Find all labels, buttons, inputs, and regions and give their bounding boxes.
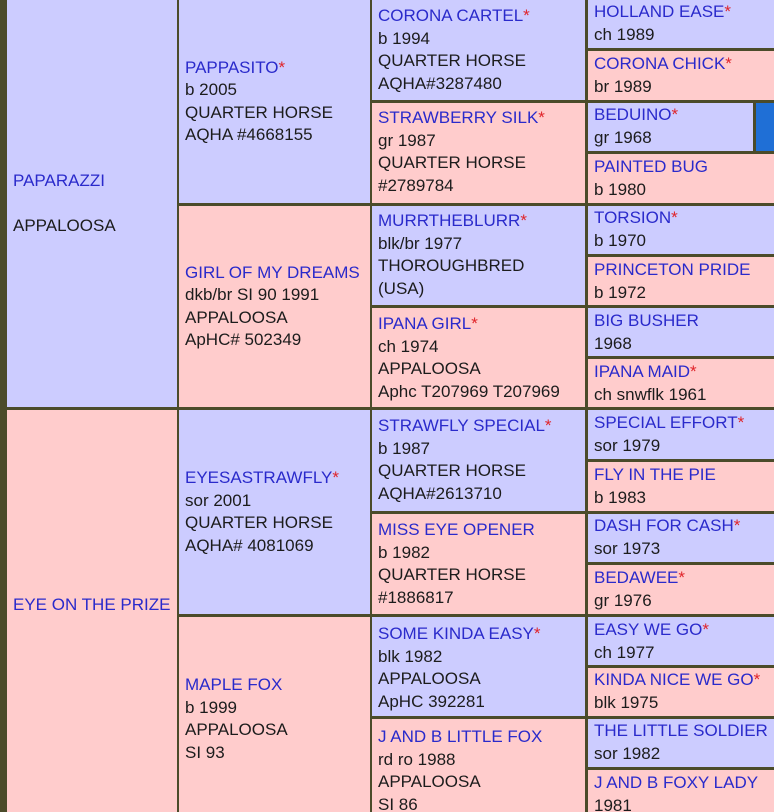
star-marker: * <box>332 468 339 487</box>
star-marker: * <box>753 670 761 689</box>
horse-color-year: b 1980 <box>594 179 646 199</box>
horse-color-year: br 1989 <box>594 76 652 96</box>
horse-link-corona-cartel[interactable] <box>378 5 579 28</box>
horse-cell-kinda-nice-we-go <box>588 668 774 716</box>
horse-cell-dash-for-cash <box>588 514 774 562</box>
horse-cell-strawberry-silk <box>372 103 585 203</box>
horse-registration: AQHA# 4081069 <box>185 535 314 555</box>
horse-link-easy-we-go[interactable] <box>594 619 768 642</box>
horse-cell-fly-in-the-pie <box>588 462 774 511</box>
horse-name: SOME KINDA EASY <box>378 624 534 643</box>
horse-link-fly-in-the-pie[interactable] <box>594 464 768 487</box>
horse-cell-holland-ease <box>588 0 774 48</box>
horse-name: PAPARAZZI <box>13 171 105 190</box>
horse-name: HOLLAND EASE <box>594 2 725 21</box>
horse-breed: QUARTER HORSE <box>378 461 526 480</box>
horse-name: IPANA GIRL <box>378 314 472 333</box>
horse-name: BIG BUSHER <box>594 311 699 330</box>
star-marker: * <box>471 314 478 333</box>
horse-name: PRINCETON PRIDE <box>594 260 751 279</box>
horse-link-eye-on-the-prize[interactable] <box>13 594 171 617</box>
horse-color-year: blk 1982 <box>378 646 443 666</box>
star-marker: * <box>671 208 678 227</box>
horse-link-strawfly-special[interactable] <box>378 415 579 438</box>
star-marker: * <box>538 108 545 127</box>
horse-color-year: b 1999 <box>185 697 237 717</box>
horse-link-girl-of-my-dreams[interactable] <box>185 262 364 285</box>
horse-breed: QUARTER HORSE <box>378 153 526 172</box>
horse-name: J AND B FOXY LADY <box>594 773 759 792</box>
horse-name: MISS EYE OPENER <box>378 520 535 539</box>
star-marker: * <box>733 516 741 535</box>
horse-cell-paparazzi <box>7 0 177 407</box>
horse-name: MAPLE FOX <box>185 675 283 694</box>
horse-link-princeton-pride[interactable] <box>594 259 768 282</box>
horse-link-beduino[interactable] <box>594 104 747 127</box>
horse-name: EASY WE GO <box>594 620 703 639</box>
horse-color-year: 1981 <box>594 795 632 812</box>
horse-link-j-and-b-little-fox[interactable] <box>378 726 579 749</box>
horse-cell-miss-eye-opener <box>372 514 585 614</box>
horse-name: KINDA NICE WE GO <box>594 670 754 689</box>
horse-breed: APPALOOSA <box>378 359 481 378</box>
horse-cell-pappasito <box>179 0 370 203</box>
horse-link-murrtheblurr[interactable] <box>378 210 579 233</box>
horse-name: FLY IN THE PIE <box>594 465 716 484</box>
horse-name: PAINTED BUG <box>594 157 708 176</box>
horse-breed: APPALOOSA <box>185 307 288 327</box>
horse-color-year: rd ro 1988 <box>378 749 456 769</box>
horse-color-year: sor 1982 <box>594 743 661 763</box>
horse-link-dash-for-cash[interactable] <box>594 515 768 538</box>
horse-color-year: b 2005 <box>185 80 237 99</box>
horse-cell-murrtheblurr <box>372 206 585 305</box>
horse-registration: AQHA#3287480 <box>378 73 502 93</box>
horse-color-year: sor 1973 <box>594 538 661 558</box>
horse-breed: APPALOOSA <box>185 720 288 739</box>
star-marker: * <box>737 413 745 432</box>
horse-breed: APPALOOSA <box>378 772 481 791</box>
horse-registration: #2789784 <box>378 175 454 195</box>
horse-cell-easy-we-go <box>588 617 774 665</box>
horse-breed: QUARTER HORSE <box>378 565 526 584</box>
horse-breed: QUARTER HORSE <box>185 513 333 532</box>
horse-cell-corona-chick <box>588 51 774 100</box>
horse-link-maple-fox[interactable] <box>185 674 364 697</box>
horse-link-corona-chick[interactable] <box>594 53 768 76</box>
horse-color-year: blk 1975 <box>594 692 659 712</box>
horse-cell-ipana-maid <box>588 359 774 407</box>
horse-name: STRAWFLY SPECIAL <box>378 416 545 435</box>
horse-cell-beduino <box>588 103 753 151</box>
horse-link-the-little-soldier[interactable] <box>594 720 768 743</box>
horse-registration: ApHC 392281 <box>378 691 485 711</box>
horse-color-year: dkb/br SI 90 1991 <box>185 285 320 304</box>
horse-link-painted-bug[interactable] <box>594 156 768 179</box>
horse-breed: APPALOOSA <box>378 669 481 688</box>
horse-color-year: b 1972 <box>594 282 646 302</box>
horse-link-some-kinda-easy[interactable] <box>378 623 579 646</box>
horse-cell-the-little-soldier <box>588 719 774 767</box>
horse-registration: ApHC# 502349 <box>185 330 302 349</box>
horse-color-year: b 1982 <box>378 542 430 562</box>
horse-color-year: sor 1979 <box>594 435 661 455</box>
horse-color-year: ch 1974 <box>378 336 439 356</box>
horse-registration: AQHA#2613710 <box>378 483 502 503</box>
horse-name: CORONA CHICK <box>594 54 726 73</box>
horse-link-holland-ease[interactable] <box>594 1 768 24</box>
horse-breed: QUARTER HORSE <box>185 102 333 122</box>
horse-cell-big-busher <box>588 308 774 356</box>
horse-registration: SI 93 <box>185 742 225 762</box>
horse-cell-some-kinda-easy <box>372 617 585 716</box>
star-marker: * <box>690 362 697 381</box>
horse-registration: Aphc T207969 T207969 <box>378 381 560 401</box>
horse-link-pappasito[interactable] <box>185 57 364 80</box>
horse-link-strawberry-silk[interactable] <box>378 107 579 130</box>
star-marker: * <box>702 620 709 639</box>
horse-cell-special-effort <box>588 410 774 459</box>
horse-color-year: sor 2001 <box>185 490 252 510</box>
horse-color-year: gr 1976 <box>594 590 652 610</box>
horse-cell-painted-bug <box>588 154 774 203</box>
horse-registration: AQHA #4668155 <box>185 125 313 144</box>
horse-cell-eyesastrawfly <box>179 410 370 614</box>
horse-cell-j-and-b-little-fox <box>372 719 585 812</box>
horse-link-miss-eye-opener[interactable] <box>378 519 579 542</box>
star-marker: * <box>544 416 552 435</box>
horse-name: MURRTHEBLURR <box>378 211 521 230</box>
horse-color-year: blk/br 1977 <box>378 233 463 253</box>
horse-name: EYESASTRAWFLY <box>185 468 333 487</box>
horse-name: BEDUINO <box>594 105 672 124</box>
horse-cell-torsion <box>588 206 774 254</box>
horse-cell-strawfly-special <box>372 410 585 511</box>
horse-link-paparazzi[interactable] <box>13 170 171 193</box>
horse-breed: QUARTER HORSE <box>378 51 526 70</box>
star-marker: * <box>523 6 530 25</box>
horse-link-ipana-maid[interactable] <box>594 361 768 384</box>
horse-color-year: ch 1977 <box>594 642 655 662</box>
horse-color-year: b 1987 <box>378 438 430 458</box>
horse-breed: THOROUGHBRED <box>378 256 525 275</box>
horse-color-year: b 1994 <box>378 28 430 48</box>
horse-name: J AND B LITTLE FOX <box>378 727 543 746</box>
horse-color-year: gr 1968 <box>594 127 652 147</box>
horse-link-kinda-nice-we-go[interactable] <box>594 669 768 692</box>
horse-link-big-busher[interactable] <box>594 310 768 333</box>
horse-cell-ipana-girl <box>372 308 585 407</box>
horse-cell-j-and-b-foxy-lady <box>588 770 774 812</box>
horse-color-year: 1968 <box>594 333 632 353</box>
horse-color-year: ch 1989 <box>594 24 655 44</box>
horse-name: PAPPASITO <box>185 57 279 77</box>
horse-cell-girl-of-my-dreams <box>179 206 370 407</box>
horse-name: TORSION <box>594 208 672 227</box>
horse-link-special-effort[interactable] <box>594 412 768 435</box>
horse-name: DASH FOR CASH <box>594 516 734 535</box>
horse-name: THE LITTLE SOLDIER <box>594 721 768 740</box>
horse-cell-bedawee <box>588 565 774 614</box>
horse-link-bedawee[interactable] <box>594 567 768 590</box>
star-marker: * <box>278 57 286 77</box>
horse-registration: SI 86 <box>378 794 418 812</box>
horse-name: GIRL OF MY DREAMS <box>185 262 360 282</box>
horse-name: SPECIAL EFFORT <box>594 413 738 432</box>
horse-breed: APPALOOSA <box>13 215 116 235</box>
horse-registration: #1886817 <box>378 587 454 607</box>
horse-color-year: ch snwflk 1961 <box>594 384 707 404</box>
star-marker: * <box>724 2 732 21</box>
horse-link-j-and-b-foxy-lady[interactable] <box>594 772 768 795</box>
horse-cell-eye-on-the-prize <box>7 410 177 812</box>
side-tab-handle[interactable] <box>756 103 774 151</box>
horse-name: BEDAWEE <box>594 568 679 587</box>
spacer <box>13 193 171 215</box>
horse-color-year: b 1983 <box>594 487 646 507</box>
horse-color-year: b 1970 <box>594 230 646 250</box>
horse-color-year: gr 1987 <box>378 130 436 150</box>
star-marker: * <box>725 54 732 73</box>
star-marker: * <box>678 568 686 587</box>
star-marker: * <box>671 105 679 124</box>
horse-cell-maple-fox <box>179 617 370 812</box>
horse-name: STRAWBERRY SILK <box>378 108 539 127</box>
horse-name: CORONA CARTEL <box>378 6 524 25</box>
horse-link-eyesastrawfly[interactable] <box>185 467 364 490</box>
horse-link-torsion[interactable] <box>594 207 768 230</box>
horse-name: EYE ON THE PRIZE <box>13 595 171 614</box>
horse-cell-princeton-pride <box>588 257 774 305</box>
star-marker: * <box>520 211 527 230</box>
horse-cell-corona-cartel <box>372 0 585 100</box>
horse-name: IPANA MAID <box>594 362 691 381</box>
star-marker: * <box>533 624 541 643</box>
horse-registration: (USA) <box>378 278 425 298</box>
horse-link-ipana-girl[interactable] <box>378 313 579 336</box>
